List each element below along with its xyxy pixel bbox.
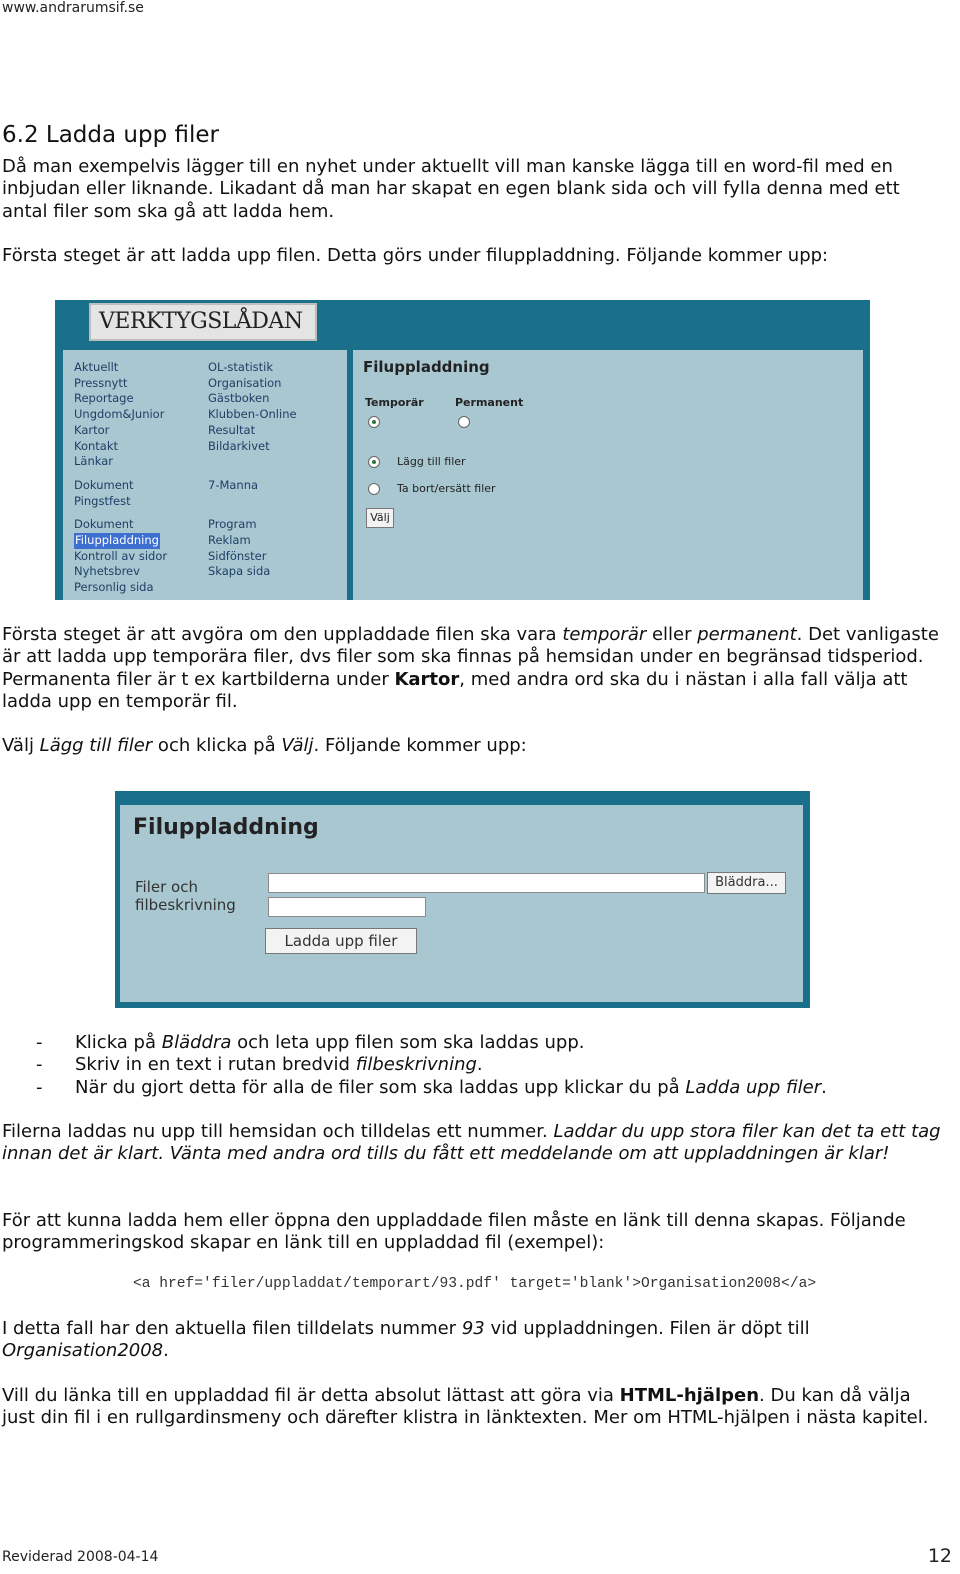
radio-temporary[interactable] xyxy=(368,416,380,428)
menu-item[interactable]: Gästboken xyxy=(208,391,270,406)
page-number: 12 xyxy=(927,1545,952,1567)
menu-item[interactable]: Reportage xyxy=(74,391,134,406)
paragraph-html-help: Vill du länka till en uppladdad fil är detta absolut lättast att göra via HTML-hjälpen. Du kan då välja just din fil i en rullgardinsmeny och därefter klistra in länktexten. Mer om HTML-hjälpen i nästa kapitel. xyxy=(2,1385,929,1429)
instruction-list xyxy=(2,1032,942,1099)
menu-item[interactable]: Nyhetsbrev xyxy=(74,564,140,579)
paragraph-intro: Då man exempelvis lägger till en nyhet under aktuellt vill man kanske lägga till en word-fil med en inbjudan eller liknande. Likadant då man har skapat en egen blank sida och vill fylla denna med ett antal filer som ska gå att ladda hem. xyxy=(2,156,900,222)
menu-item[interactable]: Klubben-Online xyxy=(208,407,297,422)
menu-column-right xyxy=(208,360,297,580)
browse-button[interactable]: Bläddra... xyxy=(707,872,786,894)
menu-item-selected[interactable]: Filuppladdning xyxy=(75,533,159,548)
upload-panel xyxy=(353,350,863,600)
list-item: - Skriv in en text i rutan bredvid filbeskrivning. xyxy=(36,1054,483,1076)
menu-item[interactable]: Dokument xyxy=(74,517,134,532)
site-url: www.andrarumsif.se xyxy=(2,0,144,16)
choose-button[interactable]: Välj xyxy=(366,508,394,528)
paragraph-number: I detta fall har den aktuella filen tilldelats nummer 93 vid uppladdningen. Filen är döpt till Organisation2008. xyxy=(2,1318,810,1362)
upload-form-title: Filuppladdning xyxy=(133,815,319,840)
paragraph-temporary-permanent: Första steget är att avgöra om den uppladdade filen ska vara temporär eller permanent. Det vanligaste är att ladda upp temporära filer, dvs filer som ska finnas på hemsidan under en begränsad tidsperiod. Permanenta filer är t ex kartbilderna under Kartor, med andra ord ska du i nästan i alla fall välja att ladda upp en temporär fil. xyxy=(2,624,939,712)
upload-files-button[interactable]: Ladda upp filer xyxy=(265,928,417,954)
radio-permanent[interactable] xyxy=(458,416,470,428)
menu-item[interactable]: Pressnytt xyxy=(74,375,128,390)
menu-item[interactable]: Bildarkivet xyxy=(208,438,270,453)
section-title: 6.2 Ladda upp filer xyxy=(2,122,219,148)
menu-item[interactable]: Aktuellt xyxy=(74,360,119,374)
radio-add-files[interactable] xyxy=(368,456,380,468)
toolbox-screenshot xyxy=(55,300,870,600)
revision-date: Reviderad 2008-04-14 xyxy=(2,1549,159,1565)
upload-form xyxy=(120,805,803,1002)
upload-panel-title: Filuppladdning xyxy=(363,358,490,376)
menu-item[interactable]: Kontakt xyxy=(74,438,119,453)
paragraph-first-step: Första steget är att ladda upp filen. Detta görs under filuppladdning. Följande kommer upp: xyxy=(2,245,829,266)
menu-item[interactable]: Skapa sida xyxy=(208,564,271,579)
menu-column-left xyxy=(74,360,167,596)
menu-item[interactable]: Kontroll av sidor xyxy=(74,548,168,563)
menu-item[interactable]: 7-Manna xyxy=(208,477,259,492)
list-item: - Klicka på Bläddra och leta upp filen som ska laddas upp. xyxy=(36,1032,585,1053)
toolbox-logo-text: VERKTYGSLÅDAN xyxy=(99,309,303,334)
toolbox-logo xyxy=(89,303,317,341)
radio-label-temporary: Temporär xyxy=(365,396,424,409)
menu-item[interactable]: Reklam xyxy=(208,533,251,547)
menu-item[interactable]: Kartor xyxy=(74,422,110,437)
menu-item[interactable]: Dokument xyxy=(74,477,134,492)
paragraph-link: För att kunna ladda hem eller öppna den uppladdade filen måste en länk till denna skapas. Följande programmeringskod skapar en länk till en uppladdad fil (exempel): xyxy=(2,1210,906,1254)
file-path-input[interactable] xyxy=(268,873,705,893)
radio-remove-files[interactable] xyxy=(368,483,380,495)
menu-item[interactable]: Länkar xyxy=(74,454,113,469)
paragraph-choose: Välj Lägg till filer och klicka på Välj. Följande kommer upp: xyxy=(2,735,527,756)
radio-label-permanent: Permanent xyxy=(455,396,524,409)
menu-item[interactable]: Sidfönster xyxy=(208,548,267,563)
file-description-input[interactable] xyxy=(268,897,426,917)
menu-item[interactable]: Organisation xyxy=(208,375,282,390)
menu-item[interactable]: Ungdom&Junior xyxy=(74,407,165,422)
option-add-files-label: Lägg till filer xyxy=(397,455,466,468)
menu-item[interactable]: Pingstfest xyxy=(74,493,131,508)
files-description-label: Filer och filbeskrivning xyxy=(135,878,236,914)
menu-item[interactable]: OL-statistik xyxy=(208,360,274,374)
option-remove-files-label: Ta bort/ersätt filer xyxy=(397,482,496,495)
upload-form-screenshot xyxy=(115,791,810,1008)
paragraph-uploading: Filerna laddas nu upp till hemsidan och tilldelas ett nummer. Laddar du upp stora filer kan det ta ett tag innan det är klart. Vänta med andra ord tills du fått ett meddelande om att uppladdningen är klar! xyxy=(2,1121,941,1165)
list-item: - När du gjort detta för alla de filer som ska laddas upp klickar du på Ladda upp filer. xyxy=(36,1076,827,1098)
code-example: <a href='filer/uppladdat/temporart/93.pdf' target='blank'>Organisation2008</a> xyxy=(133,1276,817,1292)
menu-item[interactable]: Personlig sida xyxy=(74,580,154,595)
menu-item[interactable]: Resultat xyxy=(208,422,256,437)
toolbox-menu xyxy=(63,350,347,600)
menu-item[interactable]: Program xyxy=(208,517,257,532)
